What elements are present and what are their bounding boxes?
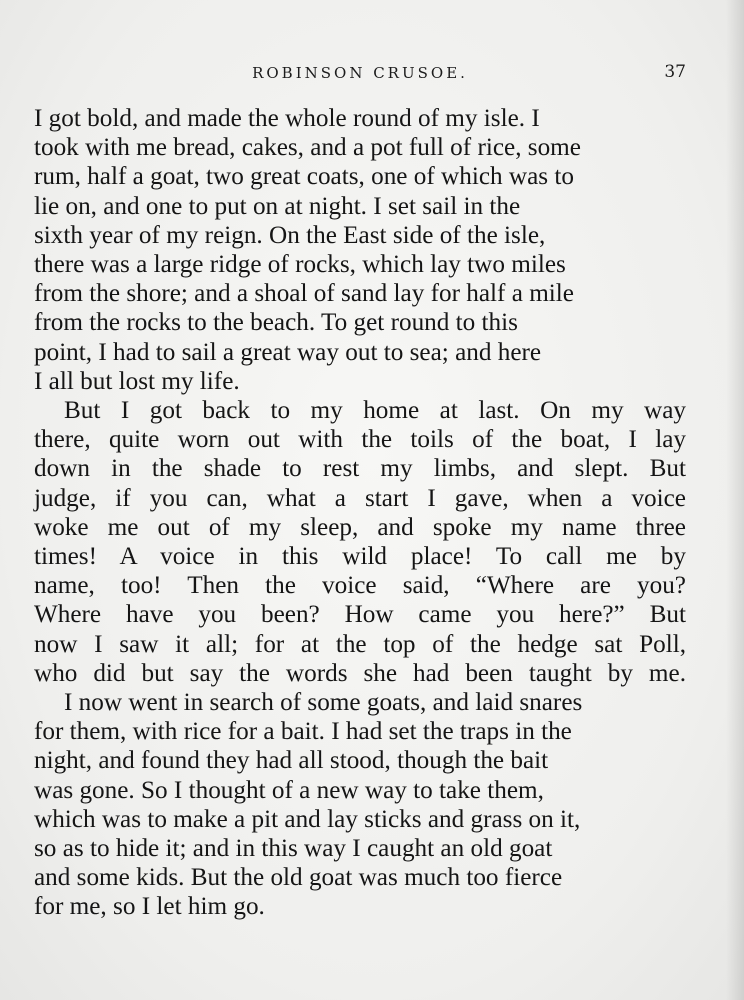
paragraph-1: I got bold, and made the whole round of my isle. I took with me bread, cakes, and a pot full of rice, some rum, half a goat, two great coats, one of which was to lie on, and one to put on at night. I set sail in the sixth year of my reign. On the East side of the isle, there was a large ridge of rocks, which lay two miles from the shore; and a shoal of sand lay for half a mile from the rocks to the beach. To get round to this point, I had to sail a great way out to sea; and here I all but lost my life. [34,105,581,395]
running-title: ROBINSON CRUSOE. [252,64,468,82]
body-text [34,104,686,922]
page-number: 37 [664,62,686,82]
page-header [34,62,686,88]
paragraph-3: I now went in search of some goats, and laid snares for them, with rice for a bait. I had set the traps in the night, and found they had all stood, though the bait was gone. So I thought of a new way to take them, which was to make a pit and lay sticks and grass on it, so as to hide it; and in this way I caught an old goat and some kids. But the old goat was much too fierce for me, so I let him go. [34,689,583,921]
paragraph-2: But I got back to my home at last. On my way there, quite worn out with the toils of the boat, I lay down in the shade to rest my limbs, and slept. But judge, if you can, what a start I gave, when a voice woke me out of my sleep, and spoke my name three times! A voice in this wild place! To call me by name, too! Then the voice said, “Where are you? Where have you been? How came you here?” But now I saw it all; for at the top of the hedge sat Poll, who did but say the words she had been taught by me. [34,397,686,687]
page-edge-shadow [726,0,744,1000]
